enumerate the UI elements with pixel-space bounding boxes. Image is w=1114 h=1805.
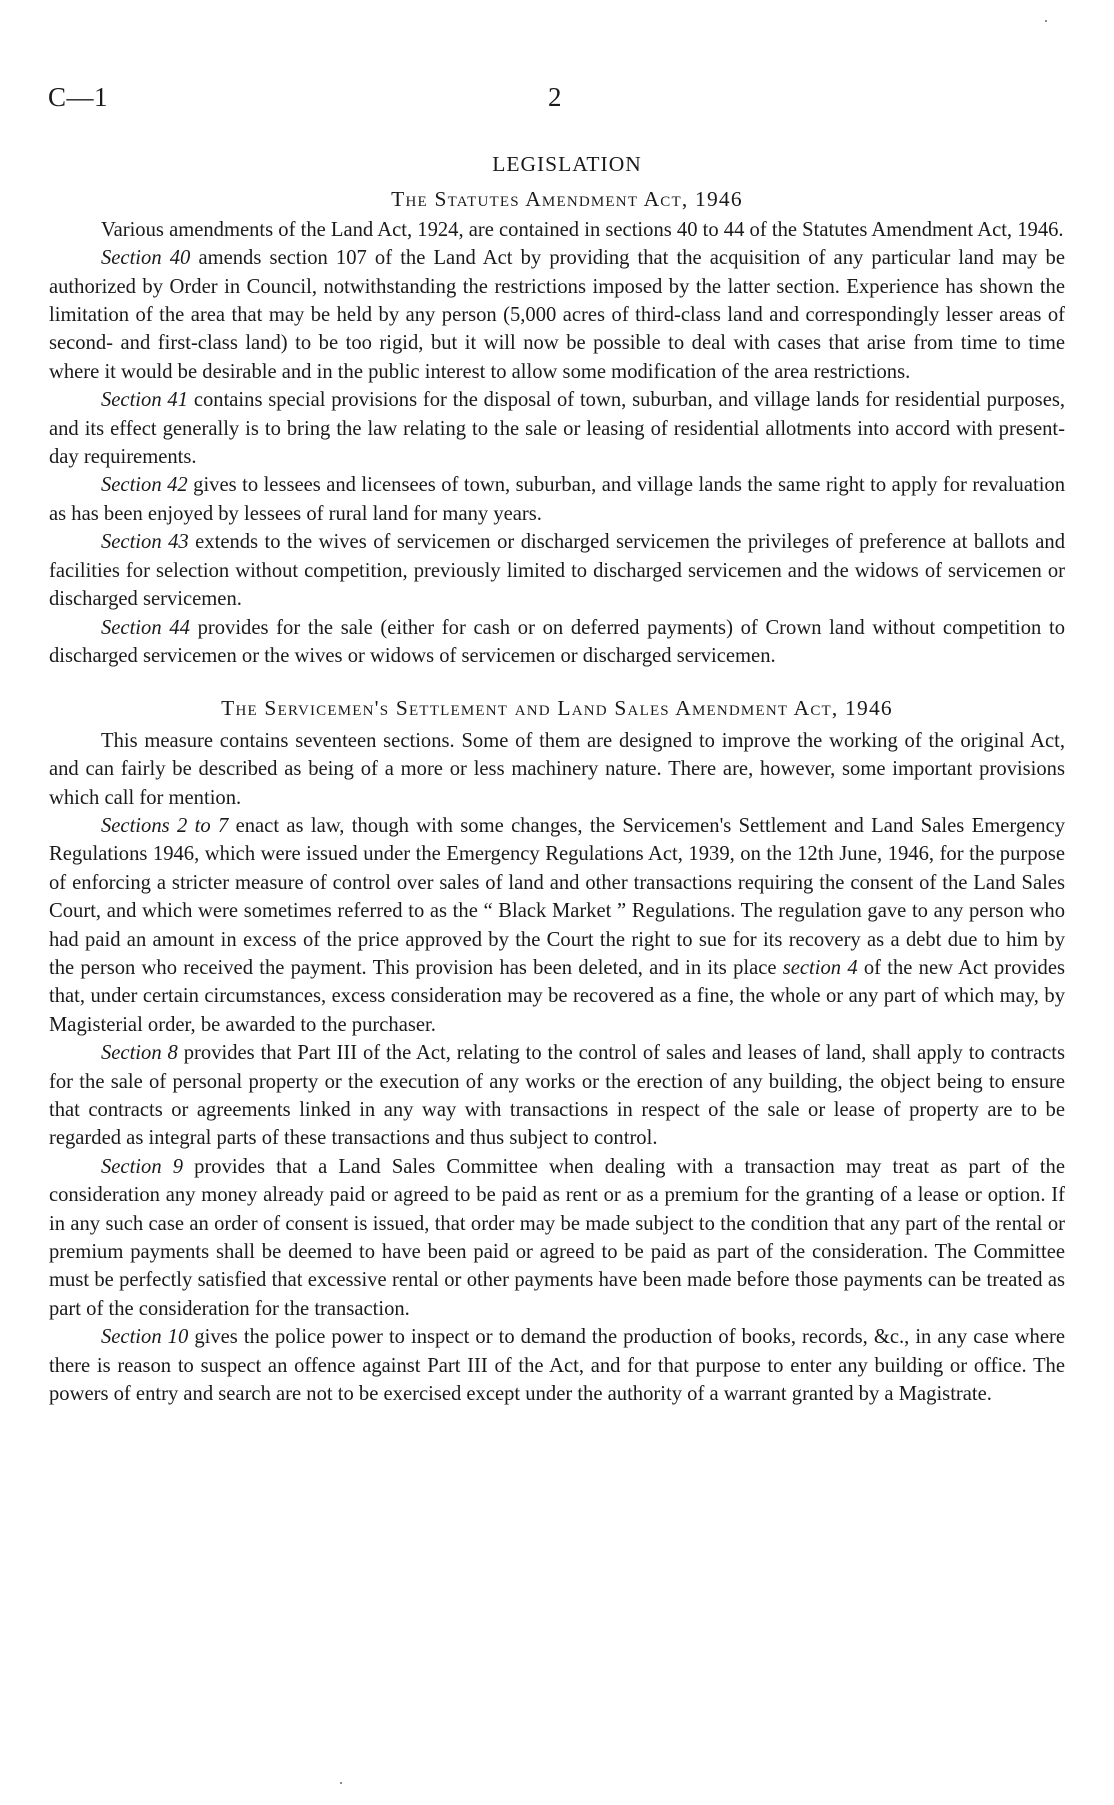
paragraph-text: extends to the wives of servicemen or discharged servicemen the privileges of preference at ballots and facilities for selection without competition, previously limited to discharged servicemen and the widows of servicemen or discharged servicemen. — [49, 531, 1065, 611]
paragraph-text: This measure contains seventeen sections. Some of them are designed to improve the working of the original Act, and can fairly be described as being of a more or less machinery nature. There are, however, some important provisions which call for mention. — [49, 729, 1065, 809]
section-reference: Section 10 — [101, 1326, 189, 1349]
section-reference: Sections 2 to 7 — [101, 814, 229, 837]
paragraph-text: contains special provisions for the disposal of town, suburban, and village lands for residential purposes, and its effect generally is to bring the law relating to the sale or leasing of residential allotments into accord with present-day requirements. — [49, 389, 1065, 469]
act-title: The Servicemen's Settlement and Land Sales Amendment Act, 1946 — [221, 696, 893, 721]
section-reference: Section 9 — [101, 1155, 184, 1178]
paragraph — [49, 528, 1065, 613]
paragraph-text: Various amendments of the Land Act, 1924, are contained in sections 40 to 44 of the Statutes Amendment Act, 1946. — [101, 218, 1064, 241]
paragraph — [49, 1153, 1065, 1323]
document-reference: C—1 — [48, 82, 109, 112]
paragraph — [49, 244, 1065, 386]
paragraph — [49, 471, 1065, 528]
paragraph — [49, 614, 1065, 671]
scan-speck — [340, 1782, 342, 1784]
page-number: 2 — [548, 82, 562, 112]
body-text — [49, 150, 1065, 1408]
section-heading: LEGISLATION — [492, 152, 642, 176]
paragraph-text: amends section 107 of the Land Act by providing that the acquisition of any particular land may be authorized by Order in Council, notwithstanding the restrictions imposed by the latter section. Experience has shown the limitation of the area that may be held by any person (5,000 acres of third-class land and correspondingly lesser areas of second- and first-class land) to be too rigid, but it will now be possible to deal with cases that arise from time to time where it would be desirable and in the public interest to allow some modification of the area restrictions. — [49, 247, 1065, 383]
paragraph — [49, 727, 1065, 812]
paragraph-text: provides that a Land Sales Committee when dealing with a transaction may treat as part of the consideration any money already paid or agreed to be paid as rent or as a premium for the granting of a lease or option. If in any such case an order of consent is issued, that order may be made subject to the condition that any part of the rental or premium payments shall be deemed to have been paid or agreed to be paid as part of the consideration. The Committee must be perfectly satisfied that excessive rental or other payments have been made before those payments can be treated as part of the consideration for the transaction. — [49, 1155, 1065, 1320]
section-reference: Section 42 — [101, 474, 188, 497]
paragraph-text: enact as law, though with some changes, the Servicemen's Settlement and Land Sales Emergency Regulations 1946, which were issued under the Emergency Regulations Act, 1939, on the 12th June, 1946, for the purpose of enforcing a stricter measure of control over sales of land and other transactions requiring the consent of the Land Sales Court, and which were sometimes referred to as the “ Black Market ” Regulations. The regulation gave to any person who had paid an amount in excess of the price approved by the Court the right to sue for its recovery as a debt due to him by the person who received the payment. This provision has been deleted, and in its place — [49, 814, 1066, 979]
section-reference: Section 43 — [101, 531, 189, 554]
section-reference: Section 40 — [101, 247, 191, 270]
paragraph — [49, 1039, 1065, 1153]
paragraph-text: gives the police power to inspect or to demand the production of books, records, &c., in any case where there is reason to suspect an offence against Part III of the Act, and for that purpose to enter any building or office. The powers of entry and search are not to be exercised except under the authority of a warrant granted by a Magistrate. — [49, 1326, 1065, 1406]
section-reference: Section 8 — [101, 1042, 178, 1065]
paragraph-text: provides that Part III of the Act, relating to the control of sales and leases of land, shall apply to contracts for the sale of personal property or the execution of any works or the erection of any building, the object being to ensure that contracts or agreements linked in any way with transactions in respect of the sale or lease of property are to be regarded as integral parts of these transactions and thus subject to control. — [49, 1042, 1066, 1150]
scan-speck — [1045, 20, 1047, 22]
paragraph-text: of the new Act provides that, under certain circumstances, excess consideration may be recovered as a fine, the whole or any part of which may, by Magisterial order, be awarded to the purchaser. — [49, 956, 1065, 1036]
section-reference: Section 41 — [101, 389, 189, 412]
paragraph — [49, 812, 1065, 1039]
section-reference-inline: section 4 — [782, 956, 858, 979]
paragraph — [49, 386, 1065, 471]
paragraph-text: gives to lessees and licensees of town, suburban, and village lands the same right to apply for revaluation as has been enjoyed by lessees of rural land for many years. — [49, 474, 1066, 525]
paragraph-text: provides for the sale (either for cash or on deferred payments) of Crown land without competition to discharged servicemen or the wives or widows of servicemen or discharged servicemen. — [49, 616, 1065, 667]
paragraph — [49, 216, 1065, 244]
act-title: The Statutes Amendment Act, 1946 — [391, 187, 743, 212]
section-reference: Section 44 — [101, 616, 190, 639]
paragraph — [49, 1323, 1065, 1408]
